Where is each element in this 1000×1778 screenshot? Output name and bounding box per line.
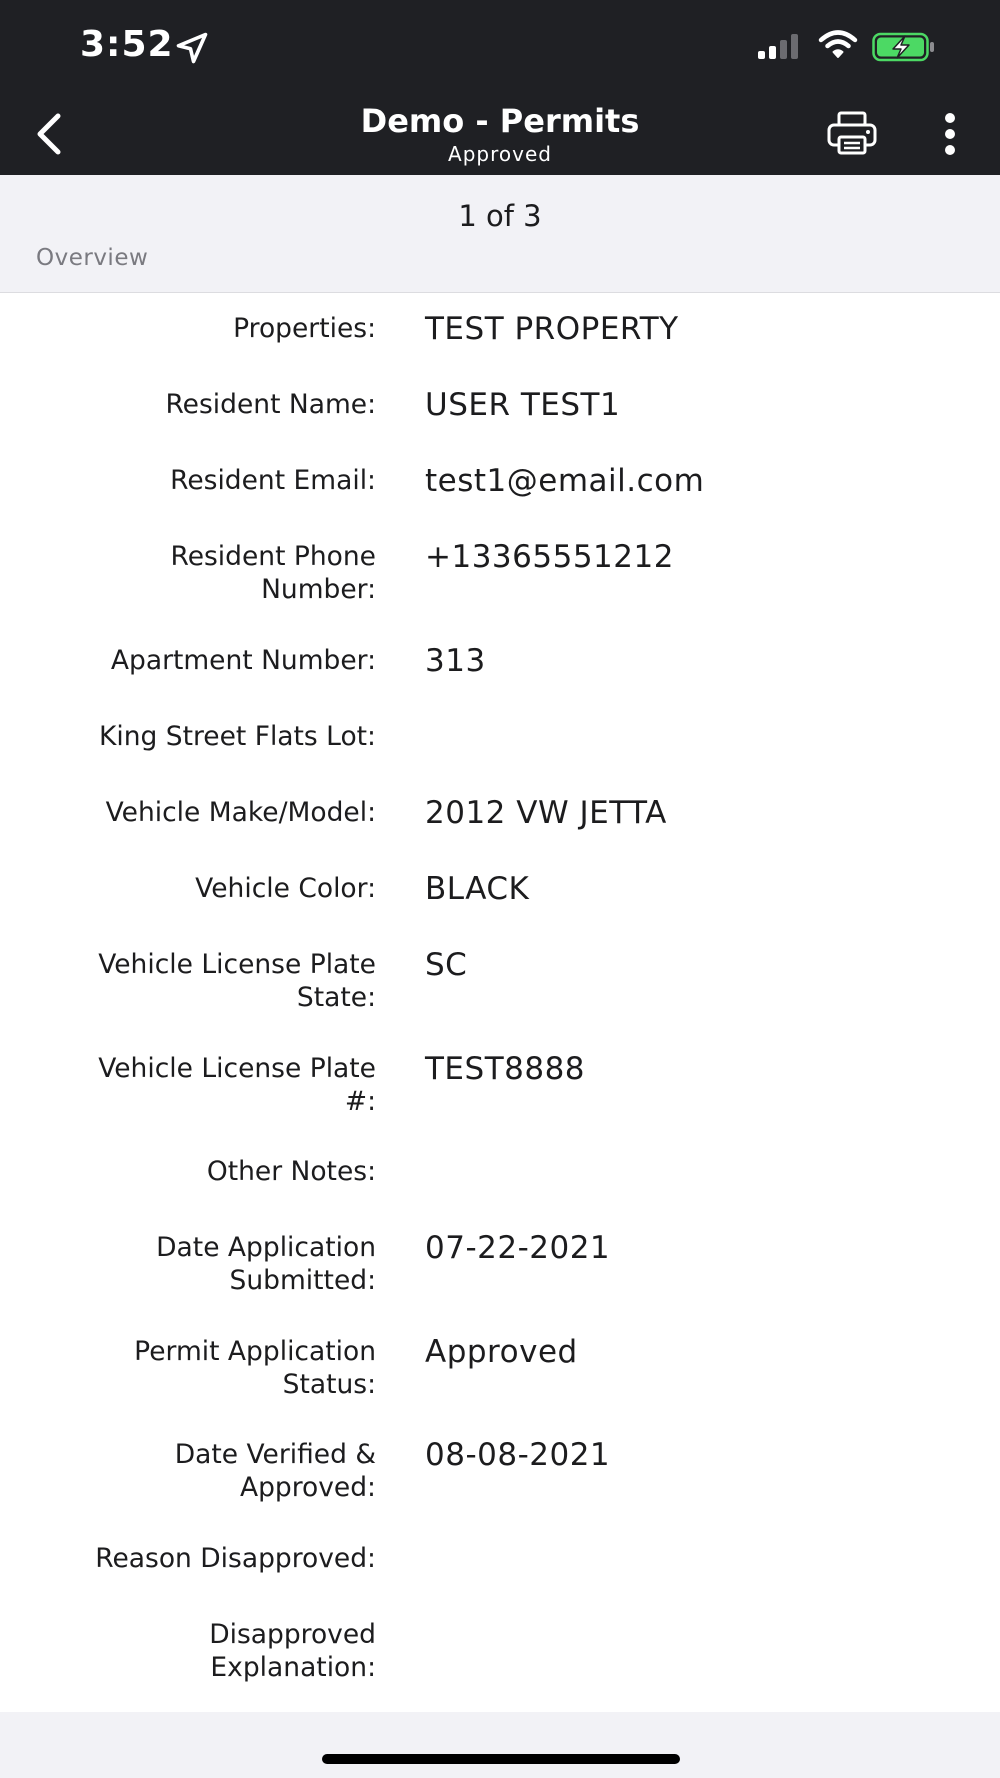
back-button[interactable]: [22, 104, 82, 164]
field-label-resident-email: Resident Email:: [170, 465, 376, 496]
field-label-plate-number: Vehicle License Plate #:: [98, 1053, 376, 1117]
more-options-button[interactable]: [930, 110, 970, 160]
field-value-resident-phone: +13365551212: [425, 539, 674, 575]
field-value-apartment-number: 313: [425, 643, 486, 679]
field-label-properties: Properties:: [233, 313, 376, 344]
bottom-bar: [0, 1712, 1000, 1778]
pager-header: [0, 175, 1000, 293]
field-label-reason-disapproved: Reason Disapproved:: [95, 1543, 376, 1574]
field-value-properties: TEST PROPERTY: [425, 311, 679, 347]
chevron-left-icon: [22, 104, 82, 164]
field-label-resident-name: Resident Name:: [165, 389, 376, 420]
home-indicator[interactable]: [322, 1754, 680, 1764]
page-subtitle-status: Approved: [448, 142, 552, 166]
field-value-resident-name: USER TEST1: [425, 387, 621, 423]
field-label-disapproved-explanation: Disapproved Explanation:: [209, 1619, 376, 1683]
navigation-bar: [0, 92, 1000, 175]
location-arrow-icon: [174, 30, 210, 66]
field-value-vehicle-color: BLACK: [425, 871, 530, 907]
field-value-date-submitted: 07-22-2021: [425, 1230, 611, 1266]
printer-icon: [824, 108, 880, 160]
page-title: Demo - Permits: [360, 102, 640, 140]
field-label-application-status: Permit Application Status:: [134, 1336, 376, 1400]
field-label-vehicle-make-model: Vehicle Make/Model:: [105, 797, 376, 828]
field-value-date-approved: 08-08-2021: [425, 1437, 611, 1473]
battery-charging-icon: [872, 32, 936, 62]
field-value-plate-state: SC: [425, 947, 468, 983]
field-label-date-submitted: Date Application Submitted:: [156, 1232, 376, 1296]
status-time: 3:52: [80, 24, 174, 65]
field-label-resident-phone: Resident Phone Number:: [170, 541, 376, 605]
field-label-lot: King Street Flats Lot:: [98, 721, 376, 752]
field-label-plate-state: Vehicle License Plate State:: [98, 949, 376, 1013]
field-label-apartment-number: Apartment Number:: [110, 645, 376, 676]
field-label-date-approved: Date Verified & Approved:: [174, 1439, 376, 1503]
status-bar: [0, 0, 1000, 92]
field-value-application-status: Approved: [425, 1334, 578, 1370]
field-label-vehicle-color: Vehicle Color:: [195, 873, 376, 904]
field-value-vehicle-make-model: 2012 VW JETTA: [425, 795, 667, 831]
print-button[interactable]: [824, 108, 880, 160]
field-label-other-notes: Other Notes:: [206, 1156, 376, 1187]
cellular-signal-icon: [756, 33, 804, 61]
wifi-icon: [818, 28, 858, 60]
more-vertical-icon: [930, 110, 970, 160]
record-pager: 1 of 3: [458, 199, 542, 233]
section-label-overview: Overview: [36, 245, 149, 271]
field-value-plate-number: TEST8888: [425, 1051, 586, 1087]
field-value-resident-email: test1@email.com: [425, 463, 705, 499]
